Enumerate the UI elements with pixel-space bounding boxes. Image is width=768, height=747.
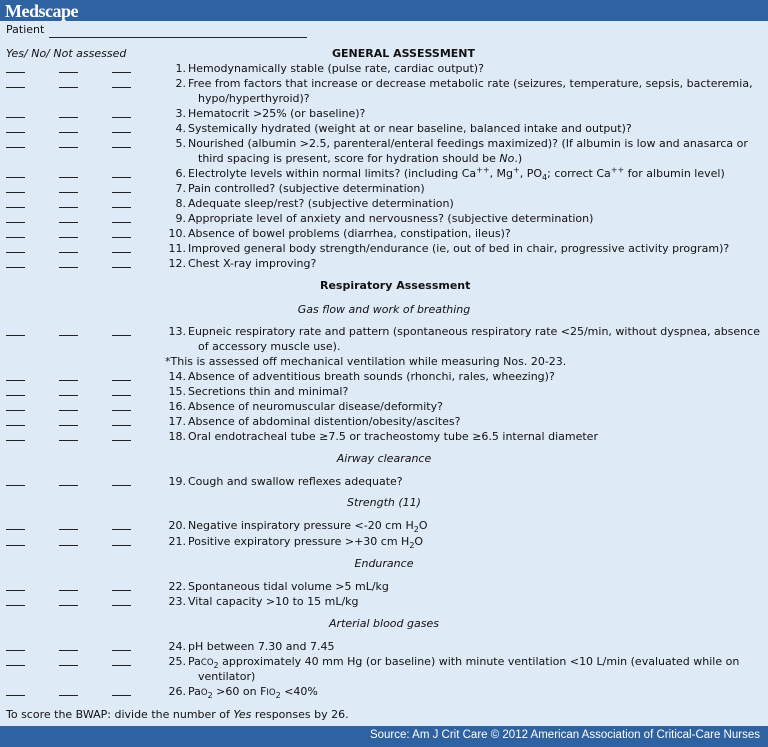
not-assessed-blank[interactable]	[112, 380, 131, 381]
yes-blank[interactable]	[6, 665, 25, 666]
no-blank[interactable]	[59, 425, 78, 426]
general-assessment-heading: GENERAL ASSESSMENT	[332, 47, 475, 60]
item-number: 7.	[175, 182, 186, 195]
item-number: 4.	[175, 122, 186, 135]
item-number: 21.	[168, 535, 186, 548]
response-blanks	[0, 665, 140, 668]
item-text: Positive expiratory pressure >+30 cm $H_2O$	[188, 535, 424, 551]
item-number: 17.	[168, 415, 186, 428]
no-blank[interactable]	[59, 237, 78, 238]
not-assessed-blank[interactable]	[112, 237, 131, 238]
response-blanks	[0, 440, 140, 443]
no-blank[interactable]	[59, 252, 78, 253]
item-text: Nourished (albumin >2.5, parenteral/enteral feedings maximized)? (If albumin is low and anasarca or	[188, 137, 748, 150]
response-blanks	[0, 117, 140, 120]
not-assessed-blank[interactable]	[112, 222, 131, 223]
response-blanks	[0, 695, 140, 698]
yes-blank[interactable]	[6, 117, 25, 118]
not-assessed-blank[interactable]	[112, 410, 131, 411]
item-number: 25.	[168, 655, 186, 668]
response-blanks	[0, 605, 140, 608]
item-number: 16.	[168, 400, 186, 413]
item-text: Vital capacity >10 to 15 mL/kg	[188, 595, 359, 608]
not-assessed-blank[interactable]	[112, 440, 131, 441]
not-assessed-blank[interactable]	[112, 395, 131, 396]
item-number: 3.	[175, 107, 186, 120]
response-blanks	[0, 529, 140, 532]
item-number: 5.	[175, 137, 186, 150]
yes-blank[interactable]	[6, 380, 25, 381]
not-assessed-blank[interactable]	[112, 252, 131, 253]
patient-label: Patient	[6, 23, 45, 36]
response-blanks	[0, 425, 140, 428]
yes-blank[interactable]	[6, 267, 25, 268]
yes-blank[interactable]	[6, 192, 25, 193]
item-text: Cough and swallow reflexes adequate?	[188, 475, 403, 488]
response-blanks	[0, 87, 140, 90]
respiratory-assessment-heading: Respiratory Assessment	[320, 279, 471, 292]
not-assessed-blank[interactable]	[112, 72, 131, 73]
yes-blank[interactable]	[6, 132, 25, 133]
no-blank[interactable]	[59, 147, 78, 148]
no-blank[interactable]	[59, 222, 78, 223]
yes-blank[interactable]	[6, 222, 25, 223]
no-blank[interactable]	[59, 395, 78, 396]
response-blanks	[0, 335, 140, 338]
no-blank[interactable]	[59, 665, 78, 666]
item-text: Improved general body strength/endurance (ie, out of bed in chair, progressive activity program)?	[188, 242, 730, 255]
no-blank[interactable]	[59, 485, 78, 486]
item-text-continued: hypo/hyperthyroid)?	[198, 92, 310, 105]
not-assessed-blank[interactable]	[112, 695, 131, 696]
no-blank[interactable]	[59, 132, 78, 133]
response-blanks	[0, 590, 140, 593]
gas-flow-subheading: Gas flow and work of breathing	[297, 303, 471, 316]
item-text: Negative inspiratory pressure <-20 cm $H_2O$	[188, 519, 428, 535]
item-number: 18.	[168, 430, 186, 443]
no-blank[interactable]	[59, 207, 78, 208]
response-blanks	[0, 192, 140, 195]
no-blank[interactable]	[59, 590, 78, 591]
item-text: Adequate sleep/rest? (subjective determination)	[188, 197, 454, 210]
response-blanks	[0, 72, 140, 75]
not-assessed-blank[interactable]	[112, 605, 131, 606]
item-number: 2.	[175, 77, 186, 90]
yes-blank[interactable]	[6, 72, 25, 73]
not-assessed-blank[interactable]	[112, 650, 131, 651]
yes-blank[interactable]	[6, 207, 25, 208]
not-assessed-blank[interactable]	[112, 117, 131, 118]
not-assessed-blank[interactable]	[112, 192, 131, 193]
item-text: PaO$_2$ >60 on $FIO_2 <40\%$	[188, 685, 318, 701]
not-assessed-blank[interactable]	[112, 132, 131, 133]
item-text: Hemodynamically stable (pulse rate, cardiac output)?	[188, 62, 484, 75]
not-assessed-blank[interactable]	[112, 207, 131, 208]
not-assessed-blank[interactable]	[112, 545, 131, 546]
item-text: pH between 7.30 and 7.45	[188, 640, 335, 653]
not-assessed-blank[interactable]	[112, 425, 131, 426]
no-blank[interactable]	[59, 87, 78, 88]
item-text-continued: of accessory muscle use).	[198, 340, 341, 353]
response-blanks	[0, 545, 140, 548]
item-text: Spontaneous tidal volume >5 mL/kg	[188, 580, 389, 593]
yes-blank[interactable]	[6, 529, 25, 530]
yes-blank[interactable]	[6, 252, 25, 253]
yes-blank[interactable]	[6, 650, 25, 651]
item-text: Oral endotracheal tube ≥7.5 or tracheostomy tube ≥6.5 internal diameter	[188, 430, 598, 443]
no-blank[interactable]	[59, 335, 78, 336]
item-number: 1.	[175, 62, 186, 75]
no-blank[interactable]	[59, 529, 78, 530]
item-number: 6.	[175, 167, 186, 180]
no-blank[interactable]	[59, 192, 78, 193]
no-blank[interactable]	[59, 267, 78, 268]
item-number: 19.	[168, 475, 186, 488]
response-blanks	[0, 485, 140, 488]
not-assessed-blank[interactable]	[112, 177, 131, 178]
yes-blank[interactable]	[6, 485, 25, 486]
item-text-continued: ventilator)	[198, 670, 256, 683]
no-blank[interactable]	[59, 545, 78, 546]
response-blanks	[0, 177, 140, 180]
not-assessed-blank[interactable]	[112, 147, 131, 148]
item-number: 26.	[168, 685, 186, 698]
endurance-subheading: Endurance	[354, 557, 414, 570]
item-text: Electrolyte levels within normal limits? (including Ca++, Mg+, $PO_4$; correct Ca++ for albumin level)	[188, 165, 725, 183]
yes-blank[interactable]	[6, 425, 25, 426]
response-blanks	[0, 132, 140, 135]
response-blanks	[0, 395, 140, 398]
not-assessed-blank[interactable]	[112, 335, 131, 336]
no-blank[interactable]	[59, 410, 78, 411]
no-blank[interactable]	[59, 695, 78, 696]
item-text: Absence of abdominal distention/obesity/ascites?	[188, 415, 461, 428]
patient-name-line	[49, 37, 307, 38]
item-text: Absence of neuromuscular disease/deformity?	[188, 400, 443, 413]
medscape-logo[interactable]: Medscape	[5, 1, 78, 21]
no-blank[interactable]	[59, 177, 78, 178]
item-text: Absence of adventitious breath sounds (rhonchi, rales, wheezing)?	[188, 370, 555, 383]
not-assessed-blank[interactable]	[112, 485, 131, 486]
response-blanks	[0, 237, 140, 240]
airway-clearance-subheading: Airway clearance	[336, 452, 432, 465]
item-number: 13.	[168, 325, 186, 338]
footnote-off-ventilation: *This is assessed off mechanical ventilation while measuring Nos. 20-23.	[165, 355, 567, 368]
item-text: Free from factors that increase or decrease metabolic rate (seizures, temperature, sepsis, bacteremia,	[188, 77, 753, 90]
response-blanks	[0, 267, 140, 270]
no-blank[interactable]	[59, 440, 78, 441]
not-assessed-blank[interactable]	[112, 529, 131, 530]
no-blank[interactable]	[59, 650, 78, 651]
yes-blank[interactable]	[6, 695, 25, 696]
footer-bar	[0, 726, 768, 747]
response-blanks	[0, 207, 140, 210]
not-assessed-blank[interactable]	[112, 590, 131, 591]
no-blank[interactable]	[59, 117, 78, 118]
item-text: Eupneic respiratory rate and pattern (spontaneous respiratory rate <25/min, without dyspnea, absence	[188, 325, 760, 338]
not-assessed-blank[interactable]	[112, 665, 131, 666]
item-text: PaCO$_2$ approximately 40 mm Hg (or baseline) with minute ventilation <10 L/min (evaluated while on	[188, 655, 740, 671]
arterial-blood-gases-subheading: Arterial blood gases	[329, 617, 439, 630]
yes-blank[interactable]	[6, 177, 25, 178]
yes-blank[interactable]	[6, 395, 25, 396]
not-assessed-blank[interactable]	[112, 87, 131, 88]
item-text: Absence of bowel problems (diarrhea, constipation, ileus)?	[188, 227, 511, 240]
no-blank[interactable]	[59, 605, 78, 606]
response-blanks	[0, 252, 140, 255]
item-number: 8.	[175, 197, 186, 210]
not-assessed-blank[interactable]	[112, 267, 131, 268]
response-blanks	[0, 410, 140, 413]
item-text: Hematocrit >25% (or baseline)?	[188, 107, 366, 120]
item-text-continued: third spacing is present, score for hydration should be No.)	[198, 152, 523, 165]
yes-blank[interactable]	[6, 147, 25, 148]
response-blanks	[0, 222, 140, 225]
item-number: 24.	[168, 640, 186, 653]
yes-blank[interactable]	[6, 590, 25, 591]
yes-blank[interactable]	[6, 410, 25, 411]
item-text: Appropriate level of anxiety and nervousness? (subjective determination)	[188, 212, 594, 225]
item-text: Secretions thin and minimal?	[188, 385, 349, 398]
item-number: 14.	[168, 370, 186, 383]
no-blank[interactable]	[59, 72, 78, 73]
strength-subheading: Strength (11)	[347, 496, 421, 509]
item-text: Chest X-ray improving?	[188, 257, 317, 270]
item-text: Pain controlled? (subjective determination)	[188, 182, 425, 195]
response-blanks	[0, 380, 140, 383]
item-text: Systemically hydrated (weight at or near baseline, balanced intake and output)?	[188, 122, 632, 135]
header-bar	[0, 0, 768, 21]
yes-blank[interactable]	[6, 237, 25, 238]
response-blanks	[0, 650, 140, 653]
item-number: 11.	[168, 242, 186, 255]
item-number: 22.	[168, 580, 186, 593]
item-number: 12.	[168, 257, 186, 270]
no-blank[interactable]	[59, 380, 78, 381]
source-citation: Source: Am J Crit Care © 2012 American Association of Critical-Care Nurses	[369, 729, 760, 741]
column-header: Yes/ No/ Not assessed	[6, 47, 127, 60]
scoring-instructions: To score the BWAP: divide the number of Yes responses by 26.	[6, 708, 349, 721]
yes-blank[interactable]	[6, 545, 25, 546]
item-number: 15.	[168, 385, 186, 398]
yes-blank[interactable]	[6, 605, 25, 606]
response-blanks	[0, 147, 140, 150]
item-number: 10.	[168, 227, 186, 240]
yes-blank[interactable]	[6, 335, 25, 336]
item-number: 20.	[168, 519, 186, 532]
yes-blank[interactable]	[6, 440, 25, 441]
item-number: 23.	[168, 595, 186, 608]
item-number: 9.	[175, 212, 186, 225]
yes-blank[interactable]	[6, 87, 25, 88]
